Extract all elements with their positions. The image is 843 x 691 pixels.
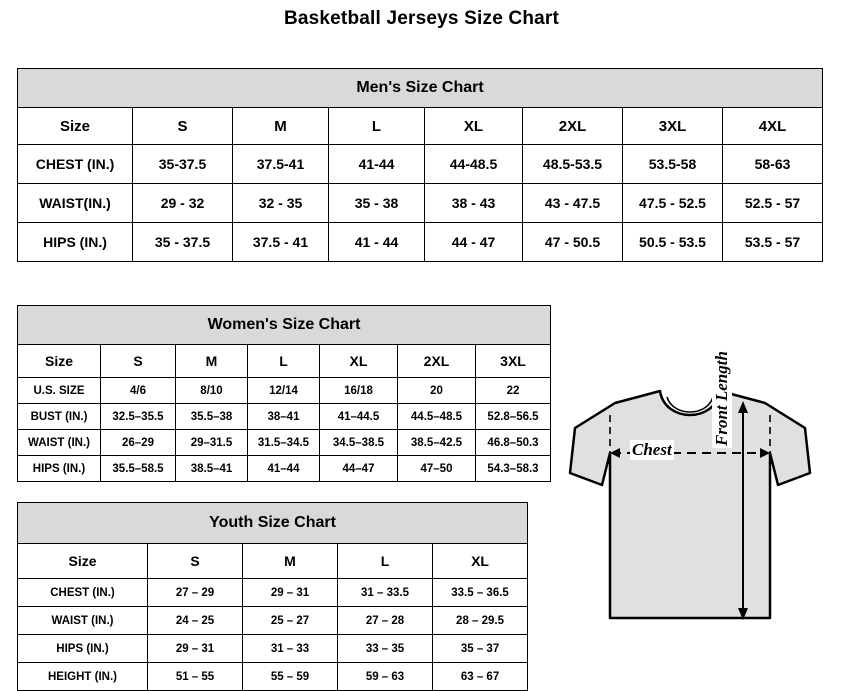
mens-col-xl: XL (425, 108, 523, 145)
mens-row-label: CHEST (IN.) (18, 145, 133, 184)
youth-cell: 55 – 59 (243, 663, 338, 691)
table-row (18, 184, 823, 223)
youth-col-s: S (148, 544, 243, 579)
womens-col-xl: XL (320, 345, 398, 378)
womens-cell: 12/14 (248, 378, 320, 404)
mens-row-label: HIPS (IN.) (18, 223, 133, 262)
mens-cell: 37.5 - 41 (233, 223, 329, 262)
womens-col-l: L (248, 345, 320, 378)
mens-cell: 35-37.5 (133, 145, 233, 184)
mens-cell: 53.5 - 57 (723, 223, 823, 262)
table-row (18, 579, 528, 607)
mens-cell: 52.5 - 57 (723, 184, 823, 223)
jersey-icon (540, 353, 840, 673)
womens-cell: 22 (476, 378, 551, 404)
table-row (18, 456, 551, 482)
table-row (18, 378, 551, 404)
youth-cell: 35 – 37 (433, 635, 528, 663)
youth-cell: 63 – 67 (433, 663, 528, 691)
womens-cell: 44–47 (320, 456, 398, 482)
youth-col-xl: XL (433, 544, 528, 579)
mens-cell: 48.5-53.5 (523, 145, 623, 184)
mens-col-l: L (329, 108, 425, 145)
youth-cell: 31 – 33 (243, 635, 338, 663)
shirt-measurement-diagram (540, 353, 840, 673)
mens-cell: 58-63 (723, 145, 823, 184)
womens-cell: 41–44.5 (320, 404, 398, 430)
womens-caption: Women's Size Chart (18, 306, 551, 345)
womens-row-label: BUST (IN.) (18, 404, 101, 430)
mens-cell: 37.5-41 (233, 145, 329, 184)
womens-col-3xl: 3XL (476, 345, 551, 378)
youth-row-label: HEIGHT (IN.) (18, 663, 148, 691)
mens-cell: 50.5 - 53.5 (623, 223, 723, 262)
mens-cell: 53.5-58 (623, 145, 723, 184)
mens-col-s: S (133, 108, 233, 145)
mens-col-2xl: 2XL (523, 108, 623, 145)
youth-cell: 31 – 33.5 (338, 579, 433, 607)
mens-col-4xl: 4XL (723, 108, 823, 145)
womens-col-size: Size (18, 345, 101, 378)
youth-size-chart (17, 502, 527, 691)
table-row (18, 430, 551, 456)
table-row (18, 404, 551, 430)
table-row (18, 145, 823, 184)
mens-cell: 44-48.5 (425, 145, 523, 184)
youth-col-m: M (243, 544, 338, 579)
mens-cell: 35 - 38 (329, 184, 425, 223)
mens-caption: Men's Size Chart (18, 69, 823, 108)
mens-col-size: Size (18, 108, 133, 145)
youth-cell: 59 – 63 (338, 663, 433, 691)
womens-cell: 8/10 (176, 378, 248, 404)
chest-label: Chest (632, 440, 672, 459)
mens-cell: 41-44 (329, 145, 425, 184)
womens-cell: 46.8–50.3 (476, 430, 551, 456)
table-row (18, 223, 823, 262)
youth-row-label: HIPS (IN.) (18, 635, 148, 663)
womens-row-label: HIPS (IN.) (18, 456, 101, 482)
womens-cell: 4/6 (101, 378, 176, 404)
womens-cell: 26–29 (101, 430, 176, 456)
youth-cell: 27 – 29 (148, 579, 243, 607)
youth-cell: 24 – 25 (148, 607, 243, 635)
mens-table (17, 68, 823, 262)
table-row (18, 663, 528, 691)
womens-cell: 38.5–42.5 (398, 430, 476, 456)
womens-header-row (18, 345, 551, 378)
youth-cell: 25 – 27 (243, 607, 338, 635)
youth-cell: 51 – 55 (148, 663, 243, 691)
womens-cell: 16/18 (320, 378, 398, 404)
youth-cell: 29 – 31 (243, 579, 338, 607)
mens-row-label: WAIST(IN.) (18, 184, 133, 223)
womens-cell: 35.5–58.5 (101, 456, 176, 482)
mens-header-row (18, 108, 823, 145)
mens-col-3xl: 3XL (623, 108, 723, 145)
front-length-label: Front Length (712, 351, 731, 446)
youth-cell: 27 – 28 (338, 607, 433, 635)
jersey-body-shape (570, 391, 810, 618)
youth-header-row (18, 544, 528, 579)
womens-col-m: M (176, 345, 248, 378)
womens-cell: 38.5–41 (176, 456, 248, 482)
womens-cell: 32.5–35.5 (101, 404, 176, 430)
mens-cell: 43 - 47.5 (523, 184, 623, 223)
womens-cell: 38–41 (248, 404, 320, 430)
womens-cell: 54.3–58.3 (476, 456, 551, 482)
youth-table (17, 502, 528, 691)
mens-cell: 41 - 44 (329, 223, 425, 262)
youth-cell: 29 – 31 (148, 635, 243, 663)
womens-cell: 47–50 (398, 456, 476, 482)
womens-cell: 41–44 (248, 456, 320, 482)
womens-row-label: U.S. SIZE (18, 378, 101, 404)
mens-cell: 32 - 35 (233, 184, 329, 223)
youth-cell: 28 – 29.5 (433, 607, 528, 635)
womens-table (17, 305, 551, 482)
youth-col-l: L (338, 544, 433, 579)
table-row (18, 635, 528, 663)
womens-col-s: S (101, 345, 176, 378)
womens-cell: 44.5–48.5 (398, 404, 476, 430)
youth-caption: Youth Size Chart (18, 503, 528, 544)
womens-col-2xl: 2XL (398, 345, 476, 378)
womens-row-label: WAIST (IN.) (18, 430, 101, 456)
table-row (18, 607, 528, 635)
youth-row-label: WAIST (IN.) (18, 607, 148, 635)
mens-col-m: M (233, 108, 329, 145)
womens-cell: 52.8–56.5 (476, 404, 551, 430)
mens-cell: 29 - 32 (133, 184, 233, 223)
womens-size-chart (17, 305, 550, 482)
page-title: Basketball Jerseys Size Chart (283, 8, 560, 29)
youth-col-size: Size (18, 544, 148, 579)
womens-cell: 29–31.5 (176, 430, 248, 456)
womens-cell: 34.5–38.5 (320, 430, 398, 456)
mens-cell: 38 - 43 (425, 184, 523, 223)
youth-cell: 33 – 35 (338, 635, 433, 663)
mens-size-chart (17, 68, 822, 262)
mens-cell: 47.5 - 52.5 (623, 184, 723, 223)
mens-cell: 44 - 47 (425, 223, 523, 262)
womens-cell: 20 (398, 378, 476, 404)
youth-cell: 33.5 – 36.5 (433, 579, 528, 607)
womens-cell: 35.5–38 (176, 404, 248, 430)
womens-cell: 31.5–34.5 (248, 430, 320, 456)
youth-row-label: CHEST (IN.) (18, 579, 148, 607)
mens-cell: 47 - 50.5 (523, 223, 623, 262)
mens-cell: 35 - 37.5 (133, 223, 233, 262)
